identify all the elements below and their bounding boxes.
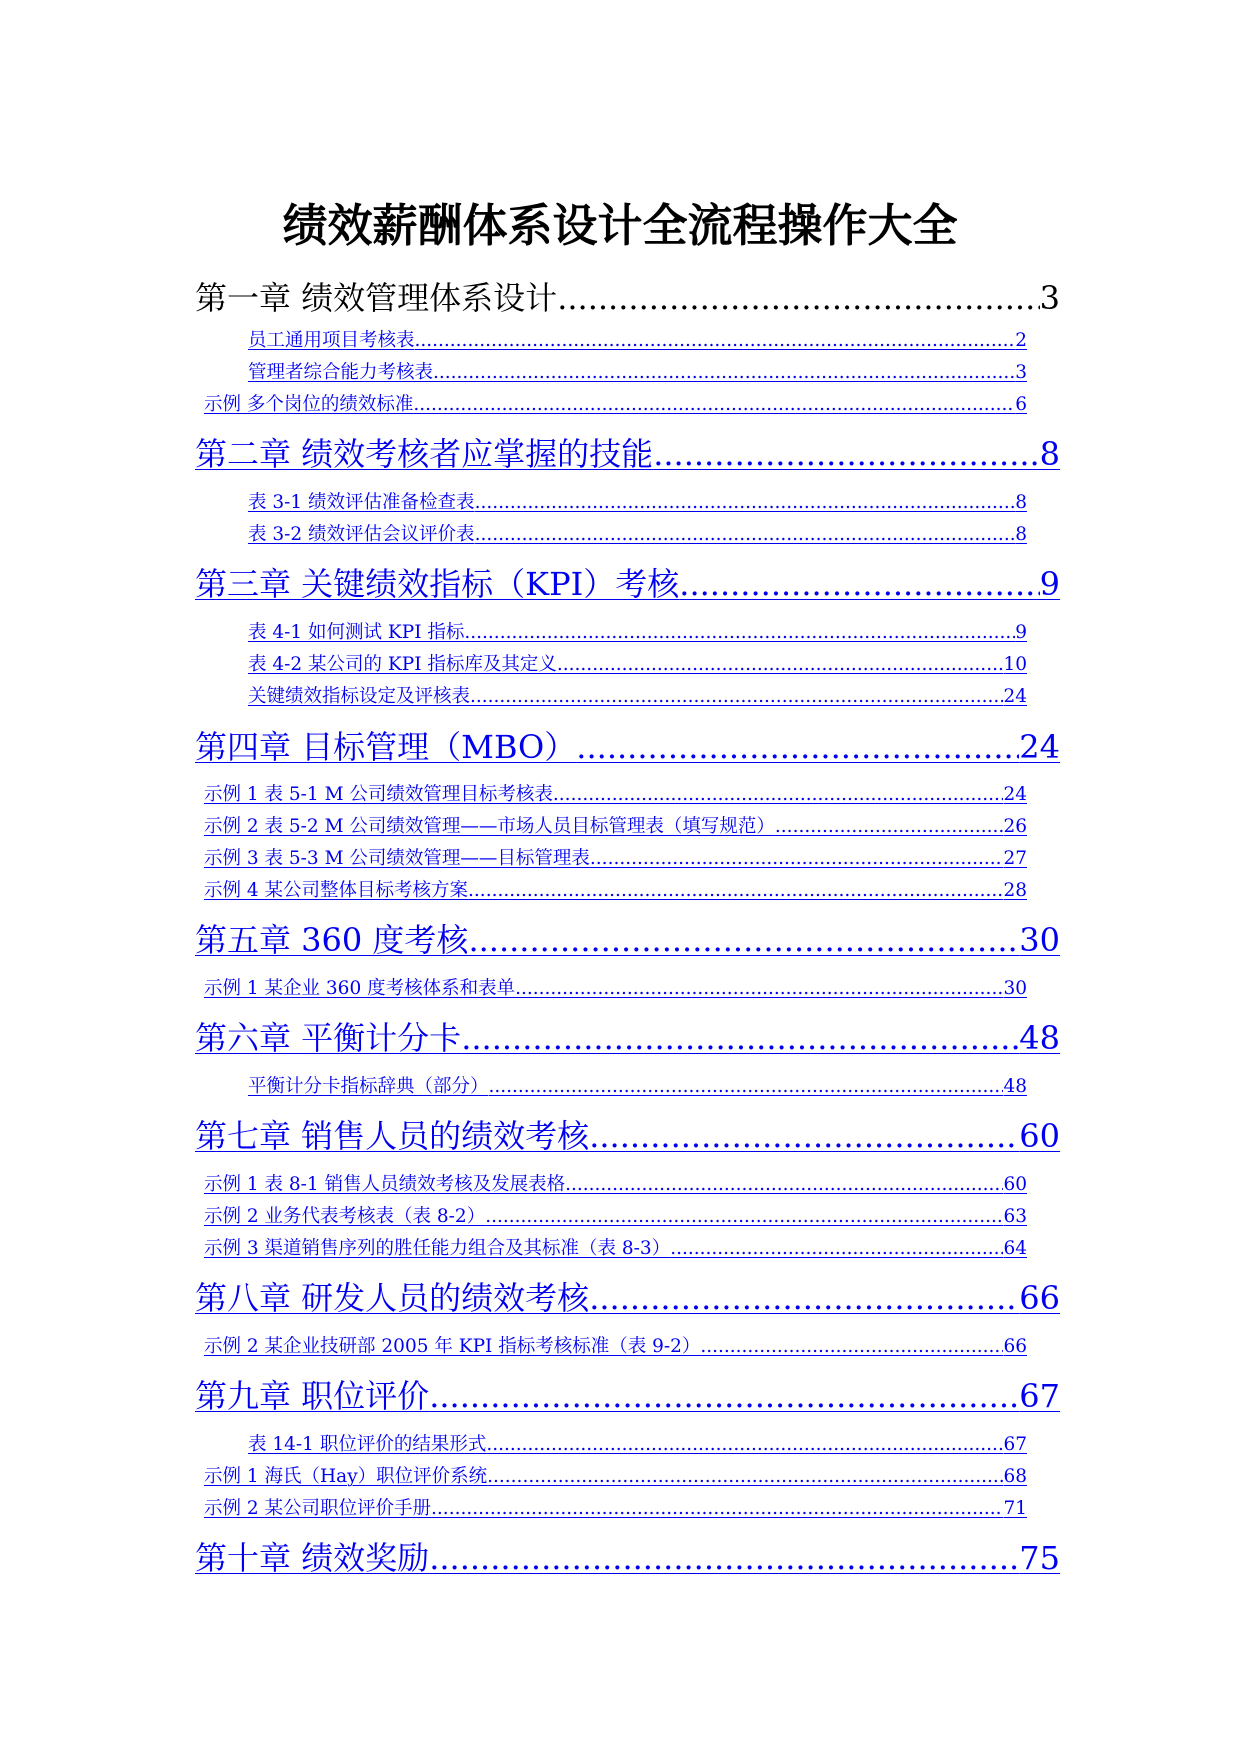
toc-link-example-5-3[interactable] [204, 846, 1027, 872]
toc-leader-dots [461, 1016, 1019, 1060]
toc-page-number: 3 [1015, 362, 1027, 383]
toc-entry-text: 第七章 销售人员的绩效考核 [195, 1117, 590, 1155]
toc-entry-text: 示例 2 业务代表考核表（表 8-2） [204, 1206, 486, 1227]
toc-leader-dots [670, 1236, 1003, 1262]
toc-entry-text: 示例 多个岗位的绩效标准 [204, 394, 414, 415]
toc-leader-dots [486, 1432, 1003, 1458]
toc-page-number: 64 [1003, 1238, 1027, 1259]
toc-chapter-7[interactable] [195, 1114, 1060, 1158]
toc-entry-text: 第三章 关键绩效指标（KPI）考核 [195, 565, 680, 603]
toc-link-example-8-2[interactable] [204, 1204, 1027, 1230]
toc-link-kpi-setting-review[interactable] [248, 684, 1027, 710]
toc-link-example-8-1[interactable] [204, 1172, 1027, 1198]
toc-leader-dots [415, 328, 1016, 354]
toc-leader-dots [576, 725, 1019, 769]
toc-link-example-9-2[interactable] [204, 1334, 1027, 1360]
toc-page-number: 26 [1003, 816, 1027, 837]
toc-entry-text: 表 4-1 如何测试 KPI 指标 [248, 622, 465, 643]
toc-leader-dots [429, 1536, 1019, 1580]
toc-chapter-6[interactable] [195, 1016, 1060, 1060]
toc-link-employee-general-review[interactable] [248, 328, 1027, 354]
toc-leader-dots [475, 522, 1016, 548]
toc-entry-text: 表 3-2 绩效评估会议评价表 [248, 524, 475, 545]
toc-entry-text: 第一章 绩效管理体系设计 [195, 279, 558, 317]
toc-leader-dots [589, 1114, 1019, 1158]
toc-entry-text: 表 4-2 某公司的 KPI 指标库及其定义 [248, 654, 557, 675]
toc-page-number: 30 [1003, 978, 1027, 999]
toc-leader-dots [653, 432, 1039, 476]
toc-page-number: 6 [1015, 394, 1027, 415]
toc-entry-text: 平衡计分卡指标辞典（部分） [248, 1076, 489, 1097]
toc-page-number: 27 [1003, 848, 1027, 869]
toc-link-example-360-system[interactable] [204, 976, 1027, 1002]
toc-page-number: 60 [1003, 1174, 1027, 1195]
toc-page-number: 68 [1003, 1466, 1027, 1487]
toc-page-number: 48 [1003, 1076, 1027, 1097]
toc-page-number: 28 [1003, 880, 1027, 901]
toc-leader-dots [485, 1204, 1003, 1230]
toc-leader-dots [464, 620, 1015, 646]
toc-entry-text: 示例 4 某公司整体目标考核方案 [204, 880, 469, 901]
toc-link-example-4-target-plan[interactable] [204, 878, 1027, 904]
toc-page-number: 66 [1003, 1336, 1027, 1357]
toc-leader-dots [589, 1276, 1019, 1320]
toc-entry-text: 示例 3 表 5-3 M 公司绩效管理——目标管理表 [204, 848, 590, 869]
toc-leader-dots [489, 1074, 1004, 1100]
toc-leader-dots [468, 918, 1019, 962]
toc-page-number: 30 [1019, 921, 1060, 959]
toc-leader-dots [429, 1374, 1019, 1418]
toc-entry-text: 第十章 绩效奖励 [195, 1539, 430, 1577]
toc-page-number: 8 [1039, 435, 1060, 473]
toc-leader-dots [553, 782, 1004, 808]
toc-link-bsc-dictionary[interactable] [248, 1074, 1027, 1100]
toc-entry-text: 员工通用项目考核表 [248, 330, 415, 351]
toc-page-number: 75 [1019, 1539, 1060, 1577]
toc-entry-text: 示例 2 某公司职位评价手册 [204, 1498, 432, 1519]
toc-page-number: 60 [1019, 1117, 1060, 1155]
toc-page-number: 24 [1019, 728, 1060, 766]
toc-entry-text: 表 3-1 绩效评估准备检查表 [248, 492, 475, 513]
toc-page-number: 8 [1015, 492, 1027, 513]
toc-entry-text: 关键绩效指标设定及评核表 [248, 686, 471, 707]
toc-chapter-3[interactable] [195, 562, 1060, 606]
toc-link-example-5-1[interactable] [204, 782, 1027, 808]
toc-entry-text: 示例 3 渠道销售序列的胜任能力组合及其标准（表 8-3） [204, 1238, 671, 1259]
toc-entry-text: 管理者综合能力考核表 [248, 362, 434, 383]
toc-chapter-5[interactable] [195, 918, 1060, 962]
toc-page-number: 67 [1019, 1377, 1060, 1415]
toc-page-number: 67 [1003, 1434, 1027, 1455]
toc-page-number: 10 [1003, 654, 1027, 675]
toc-leader-dots [475, 490, 1016, 516]
toc-link-example-hay-system[interactable] [204, 1464, 1027, 1490]
toc-link-table-14-1[interactable] [248, 1432, 1027, 1458]
toc-link-example-8-3[interactable] [204, 1236, 1027, 1262]
toc-chapter-4[interactable] [195, 725, 1060, 769]
toc-page-number: 24 [1003, 686, 1027, 707]
toc-entry-text: 第九章 职位评价 [195, 1377, 430, 1415]
toc-link-manager-ability-review[interactable] [248, 360, 1027, 386]
toc-page-number: 48 [1019, 1019, 1060, 1057]
toc-entry-text: 示例 1 海氏（Hay）职位评价系统 [204, 1466, 488, 1487]
toc-entry-text: 第五章 360 度考核 [195, 921, 469, 959]
toc-leader-dots [515, 976, 1003, 1002]
toc-leader-dots [775, 814, 1004, 840]
toc-entry-text: 表 14-1 职位评价的结果形式 [248, 1434, 487, 1455]
toc-leader-dots [468, 878, 1003, 904]
toc-leader-dots [431, 1496, 1003, 1522]
toc-leader-dots [557, 652, 1004, 678]
toc-page-number: 71 [1003, 1498, 1027, 1519]
toc-link-example-evaluation-manual[interactable] [204, 1496, 1027, 1522]
toc-page-number: 24 [1003, 784, 1027, 805]
toc-chapter-10[interactable] [195, 1536, 1060, 1580]
toc-leader-dots [700, 1334, 1003, 1360]
toc-entry-text: 示例 1 表 8-1 销售人员绩效考核及发展表格 [204, 1174, 566, 1195]
toc-page-number: 3 [1039, 279, 1060, 317]
toc-page-number: 63 [1003, 1206, 1027, 1227]
toc-leader-dots [565, 1172, 1003, 1198]
toc-chapter-1 [195, 276, 1060, 320]
toc-page-number: 9 [1039, 565, 1060, 603]
toc-link-table-3-2[interactable] [248, 522, 1027, 548]
toc-link-table-4-2[interactable] [248, 652, 1027, 678]
toc-leader-dots [590, 846, 1004, 872]
toc-leader-dots [470, 684, 1003, 710]
document-title: 绩效薪酬体系设计全流程操作大全 [282, 199, 958, 252]
toc-page-number: 66 [1019, 1279, 1060, 1317]
toc-link-table-3-1[interactable] [248, 490, 1027, 516]
toc-chapter-9[interactable] [195, 1374, 1060, 1418]
toc-entry-text: 第六章 平衡计分卡 [195, 1019, 462, 1057]
toc-leader-dots [433, 360, 1015, 386]
toc-link-multi-position-standards[interactable] [204, 392, 1027, 418]
toc-chapter-8[interactable] [195, 1276, 1060, 1320]
toc-page-number: 2 [1015, 330, 1027, 351]
toc-leader-dots [413, 392, 1015, 418]
toc-link-table-4-1[interactable] [248, 620, 1027, 646]
toc-entry-text: 示例 1 表 5-1 M 公司绩效管理目标考核表 [204, 784, 553, 805]
toc-entry-text: 第八章 研发人员的绩效考核 [195, 1279, 590, 1317]
toc-entry-text: 示例 2 表 5-2 M 公司绩效管理——市场人员目标管理表（填写规范） [204, 816, 775, 837]
toc-leader-dots [487, 1464, 1003, 1490]
toc-page-number: 8 [1015, 524, 1027, 545]
toc-chapter-2[interactable] [195, 432, 1060, 476]
toc-entry-text: 示例 1 某企业 360 度考核体系和表单 [204, 978, 516, 999]
toc-leader-dots [557, 276, 1039, 320]
toc-entry-text: 第四章 目标管理（MBO） [195, 728, 577, 766]
toc-entry-text: 第二章 绩效考核者应掌握的技能 [195, 435, 654, 473]
toc-link-example-5-2[interactable] [204, 814, 1027, 840]
toc-entry-text: 示例 2 某企业技研部 2005 年 KPI 指标考核标准（表 9-2） [204, 1336, 701, 1357]
toc-page-number: 9 [1015, 622, 1027, 643]
toc-leader-dots [679, 562, 1039, 606]
